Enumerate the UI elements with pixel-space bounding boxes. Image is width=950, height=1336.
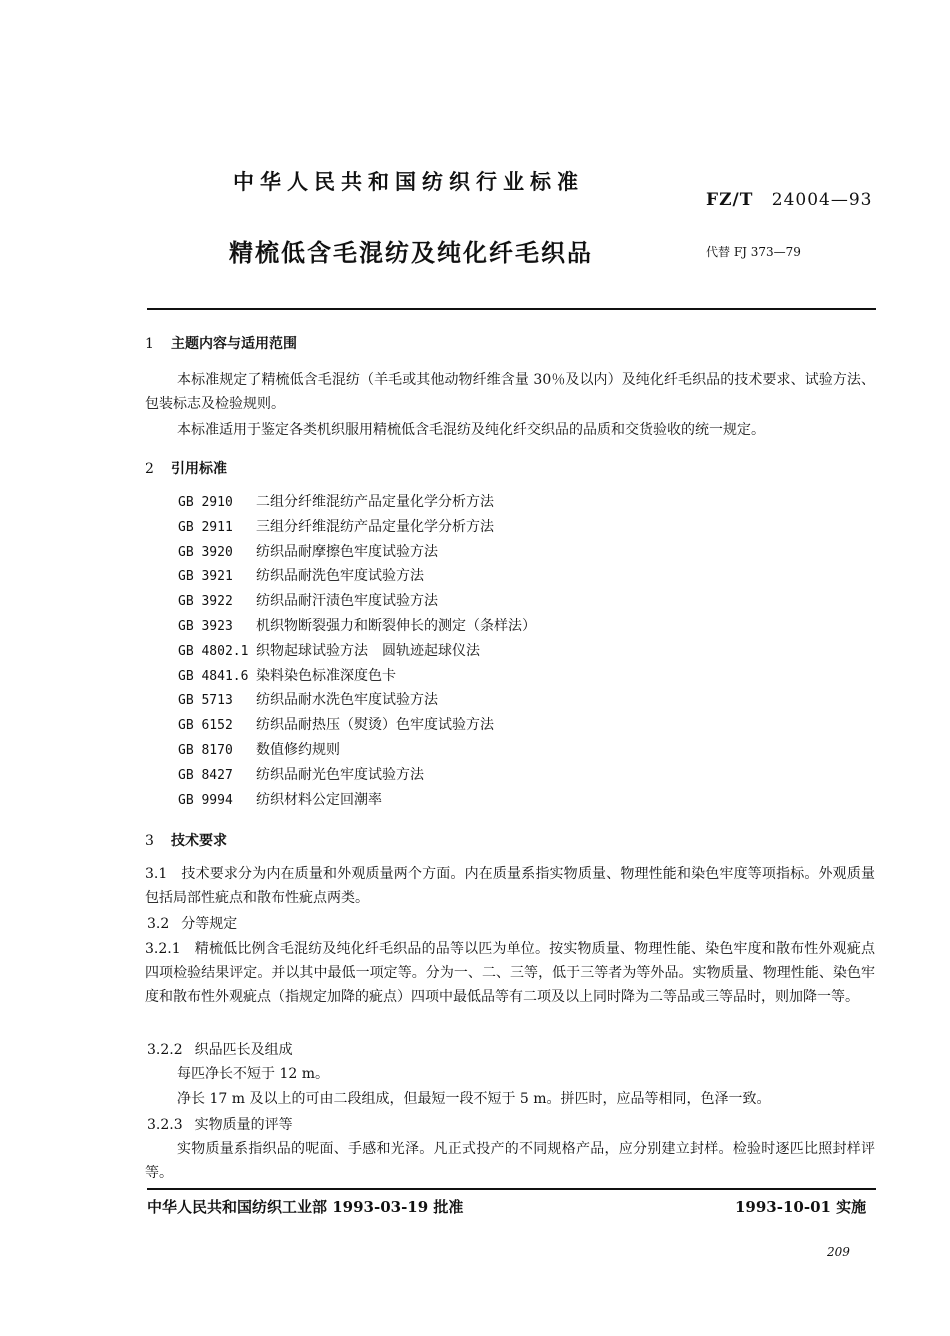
reference-item — [178, 664, 536, 689]
reference-code: GB 8427 — [178, 767, 233, 783]
standard-code-prefix: FZ/T — [706, 190, 754, 210]
section-1-title: 主题内容与适用范围 — [171, 336, 297, 352]
replaces-note: 代替 FJ 373—79 — [706, 245, 801, 259]
reference-item — [178, 540, 536, 565]
standard-number — [706, 190, 872, 210]
reference-item — [178, 763, 536, 788]
reference-item — [178, 515, 536, 540]
clause-3-2-2-paragraph-1: 每匹净长不短于 12 m。 — [177, 1066, 329, 1082]
reference-title: 纺织品耐光色牢度试验方法 — [256, 766, 424, 783]
clause-3-2-2-paragraph-2: 净长 17 m 及以上的可由二段组成，但最短一段不短于 5 m。拼匹时，应品等相同，色泽一致。 — [177, 1091, 771, 1107]
clause-3-2-1-number: 3.2.1 — [145, 941, 181, 957]
reference-code: GB 3920 — [178, 544, 233, 560]
reference-item — [178, 639, 536, 664]
reference-code: GB 3922 — [178, 594, 233, 610]
reference-title: 三组分纤维混纺产品定量化学分析方法 — [256, 518, 494, 535]
reference-code: GB 3923 — [178, 618, 233, 634]
section-1-number: 1 — [145, 336, 154, 352]
reference-title: 纺织品耐汗渍色牢度试验方法 — [256, 593, 438, 610]
clause-3-2-3-heading — [147, 1113, 293, 1137]
reference-title: 染料染色标准深度色卡 — [256, 667, 396, 684]
clause-3-2-3-paragraph: 实物质量系指织品的呢面、手感和光泽。凡正式投产的不同规格产品，应分别建立封样。检验时逐匹比照封样评等。 — [145, 1141, 875, 1181]
section-3-number: 3 — [145, 833, 154, 849]
clause-3-2-3-title: 实物质量的评等 — [194, 1117, 293, 1133]
section-3-title: 技术要求 — [171, 833, 227, 849]
clause-3-2-title: 分等规定 — [181, 916, 238, 932]
reference-item — [178, 614, 536, 639]
clause-3-2-2-heading — [147, 1038, 293, 1062]
reference-code: GB 4841.6 — [178, 668, 249, 684]
reference-item — [178, 738, 536, 763]
reference-code: GB 9994 — [178, 792, 233, 808]
reference-title: 机织物断裂强力和断裂伸长的测定（条样法） — [256, 617, 536, 634]
clause-3-1-number: 3.1 — [145, 866, 168, 882]
reference-code: GB 5713 — [178, 693, 233, 709]
section-2-title: 引用标准 — [171, 461, 227, 477]
clause-3-2-3-number: 3.2.3 — [147, 1117, 183, 1133]
reference-title: 纺织品耐热压（熨烫）色牢度试验方法 — [256, 717, 494, 734]
section-2-heading — [145, 458, 227, 478]
reference-item — [178, 490, 536, 515]
reference-title: 纺织品耐水洗色牢度试验方法 — [256, 692, 438, 709]
document-title: 精梳低含毛混纺及纯化纤毛织品 — [229, 238, 593, 267]
footer-rule — [147, 1188, 876, 1190]
reference-item — [178, 788, 536, 813]
clause-3-2-heading — [147, 912, 237, 936]
reference-title: 织物起球试验方法 圆轨迹起球仪法 — [256, 642, 480, 659]
reference-title: 纺织材料公定回潮率 — [256, 791, 382, 808]
effective-date-line: 1993-10-01 实施 — [735, 1198, 867, 1216]
section-1-paragraph-2: 本标准适用于鉴定各类机织服用精梳低含毛混纺及纯化纤交织品的品质和交货验收的统一规定。 — [177, 422, 765, 438]
section-2-number: 2 — [145, 461, 154, 477]
section-1-heading — [145, 333, 297, 353]
clause-3-1-text: 技术要求分为内在质量和外观质量两个方面。内在质量系指实物质量、物理性能和染色牢度等项指标。外观质量包括局部性疵点和散布性疵点两类。 — [145, 866, 875, 906]
reference-title: 纺织品耐洗色牢度试验方法 — [256, 568, 424, 585]
clause-3-1 — [145, 862, 875, 910]
reference-code: GB 2911 — [178, 519, 233, 535]
clause-3-2-2-title: 织品匹长及组成 — [194, 1042, 293, 1058]
standard-code-number: 24004—93 — [771, 190, 873, 210]
referenced-standards-list — [178, 490, 536, 812]
reference-title: 二组分纤维混纺产品定量化学分析方法 — [256, 494, 494, 510]
reference-code: GB 3921 — [178, 569, 233, 585]
reference-code: GB 2910 — [178, 495, 233, 510]
approval-line: 中华人民共和国纺织工业部 1993-03-19 批准 — [147, 1198, 464, 1216]
clause-3-2-number: 3.2 — [147, 916, 170, 932]
clause-3-2-1-text: 精梳低比例含毛混纺及纯化纤毛织品的品等以匹为单位。按实物质量、物理性能、染色牢度和散布性外观疵点四项检验结果评定。并以其中最低一项定等。分为一、二、三等，低于三等者为等外品。实物质量、物理性能、染色牢度和散布性外观疵点（指规定加降的疵点）四项中最低品等有二项及以上同时降为二等品或三等品时，则加降一等。 — [145, 941, 875, 1005]
clause-3-2-1 — [145, 937, 875, 1009]
reference-item — [178, 589, 536, 614]
page-number: 209 — [827, 1245, 850, 1259]
reference-title: 纺织品耐摩擦色牢度试验方法 — [256, 543, 438, 560]
reference-code: GB 6152 — [178, 718, 233, 734]
section-1-paragraph-1: 本标准规定了精梳低含毛混纺（羊毛或其他动物纤维含量 30％及以内）及纯化纤毛织品的技术要求、试验方法、包装标志及检验规则。 — [145, 372, 875, 412]
header-rule — [147, 308, 876, 310]
reference-item — [178, 713, 536, 738]
section-3-heading — [145, 830, 227, 850]
issuing-organization: 中华人民共和国纺织行业标准 — [233, 169, 584, 194]
reference-item — [178, 688, 536, 713]
reference-code: GB 8170 — [178, 742, 233, 758]
reference-title: 数值修约规则 — [256, 741, 340, 758]
reference-code: GB 4802.1 — [178, 643, 249, 659]
reference-item — [178, 564, 536, 589]
clause-3-2-2-number: 3.2.2 — [147, 1042, 183, 1058]
